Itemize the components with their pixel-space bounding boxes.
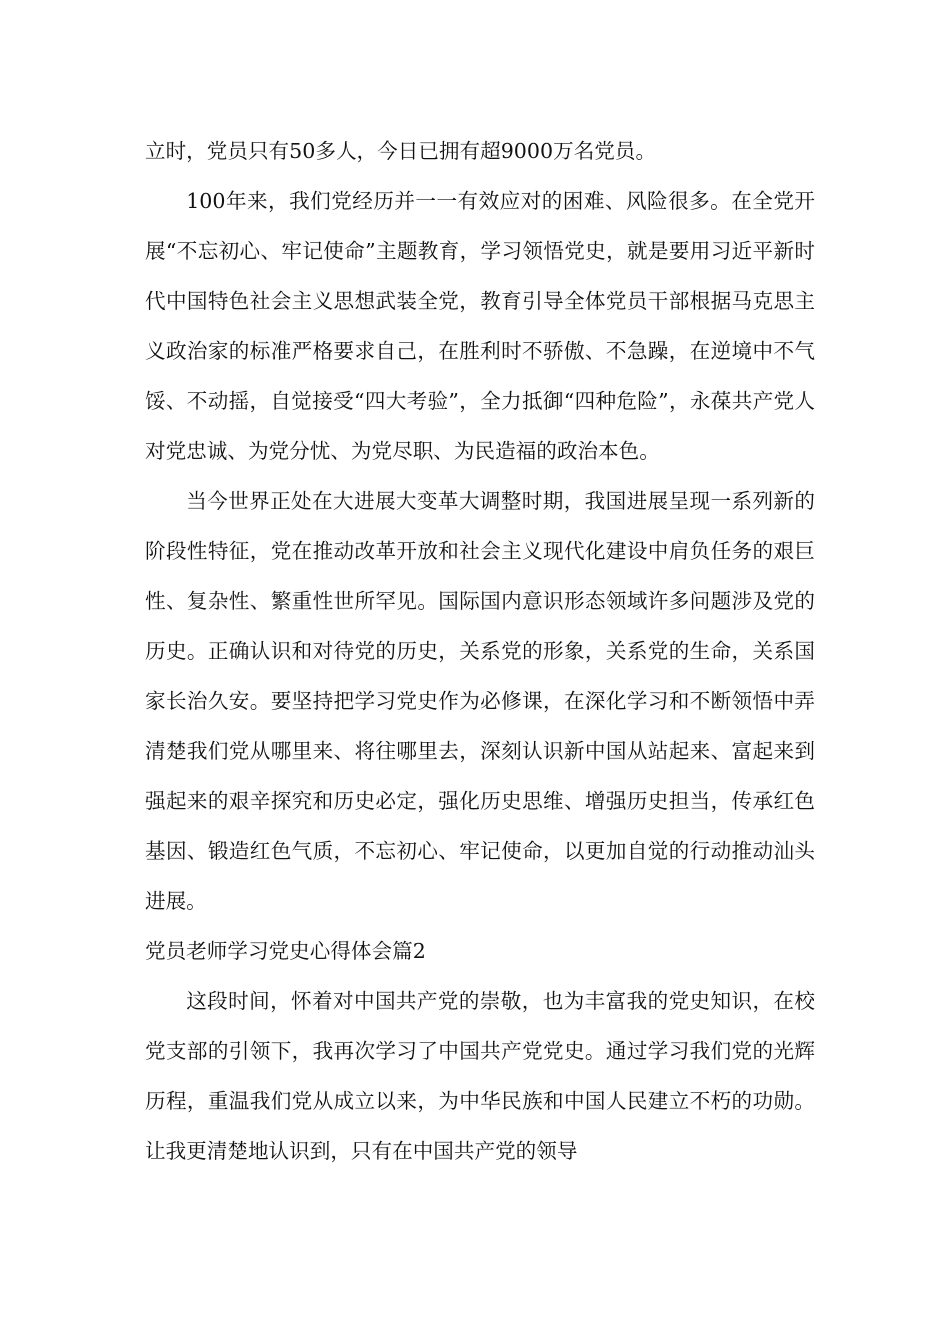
paragraph-study-reflection: 这段时间，怀着对中国共产党的崇敬，也为丰富我的党史知识，在校党支部的引领下，我再次学习了中国共产党党史。通过学习我们党的光辉历程，重温我们党从成立以来，为中华民族和中国人民建立不朽的功勋。让我更清楚地认识到，只有在中国共产党的领导 — [145, 989, 815, 1163]
paragraph-100-years: 100年来，我们党经历并一一有效应对的困难、风险很多。在全党开展“不忘初心、牢记使命”主题教育，学习领悟党史，就是要用习近平新时代中国特色社会主义思想武装全党，教育引导全体党员干部根据马克思主义政治家的标准严格要求自己，在胜利时不骄傲、不急躁，在逆境中不气馁、不动摇，自觉接受“四大考验”，全力抵御“四种危险”，永葆共产党人对党忠诚、为党分忧、为党尽职、为民造福的政治本色。 — [145, 189, 815, 463]
paragraph-world-situation: 当今世界正处在大进展大变革大调整时期，我国进展呈现一系列新的阶段性特征，党在推动改革开放和社会主义现代化建设中肩负任务的艰巨性、复杂性、繁重性世所罕见。国际国内意识形态领域许多问题涉及党的历史。正确认识和对待党的历史，关系党的形象，关系党的生命，关系国家长治久安。要坚持把学习党史作为必修课，在深化学习和不断领悟中弄清楚我们党从哪里来、将往哪里去，深刻认识新中国从站起来、富起来到强起来的艰辛探究和历史必定，强化历史思维、增强历史担当，传承红色基因、锻造红色气质，不忘初心、牢记使命，以更加自觉的行动推动汕头进展。 — [145, 489, 815, 913]
paragraph-continuation: 立时，党员只有50多人，今日已拥有超9000万名党员。 — [145, 139, 657, 163]
document-body — [145, 126, 815, 1176]
section-heading: 党员老师学习党史心得体会篇2 — [145, 939, 426, 963]
